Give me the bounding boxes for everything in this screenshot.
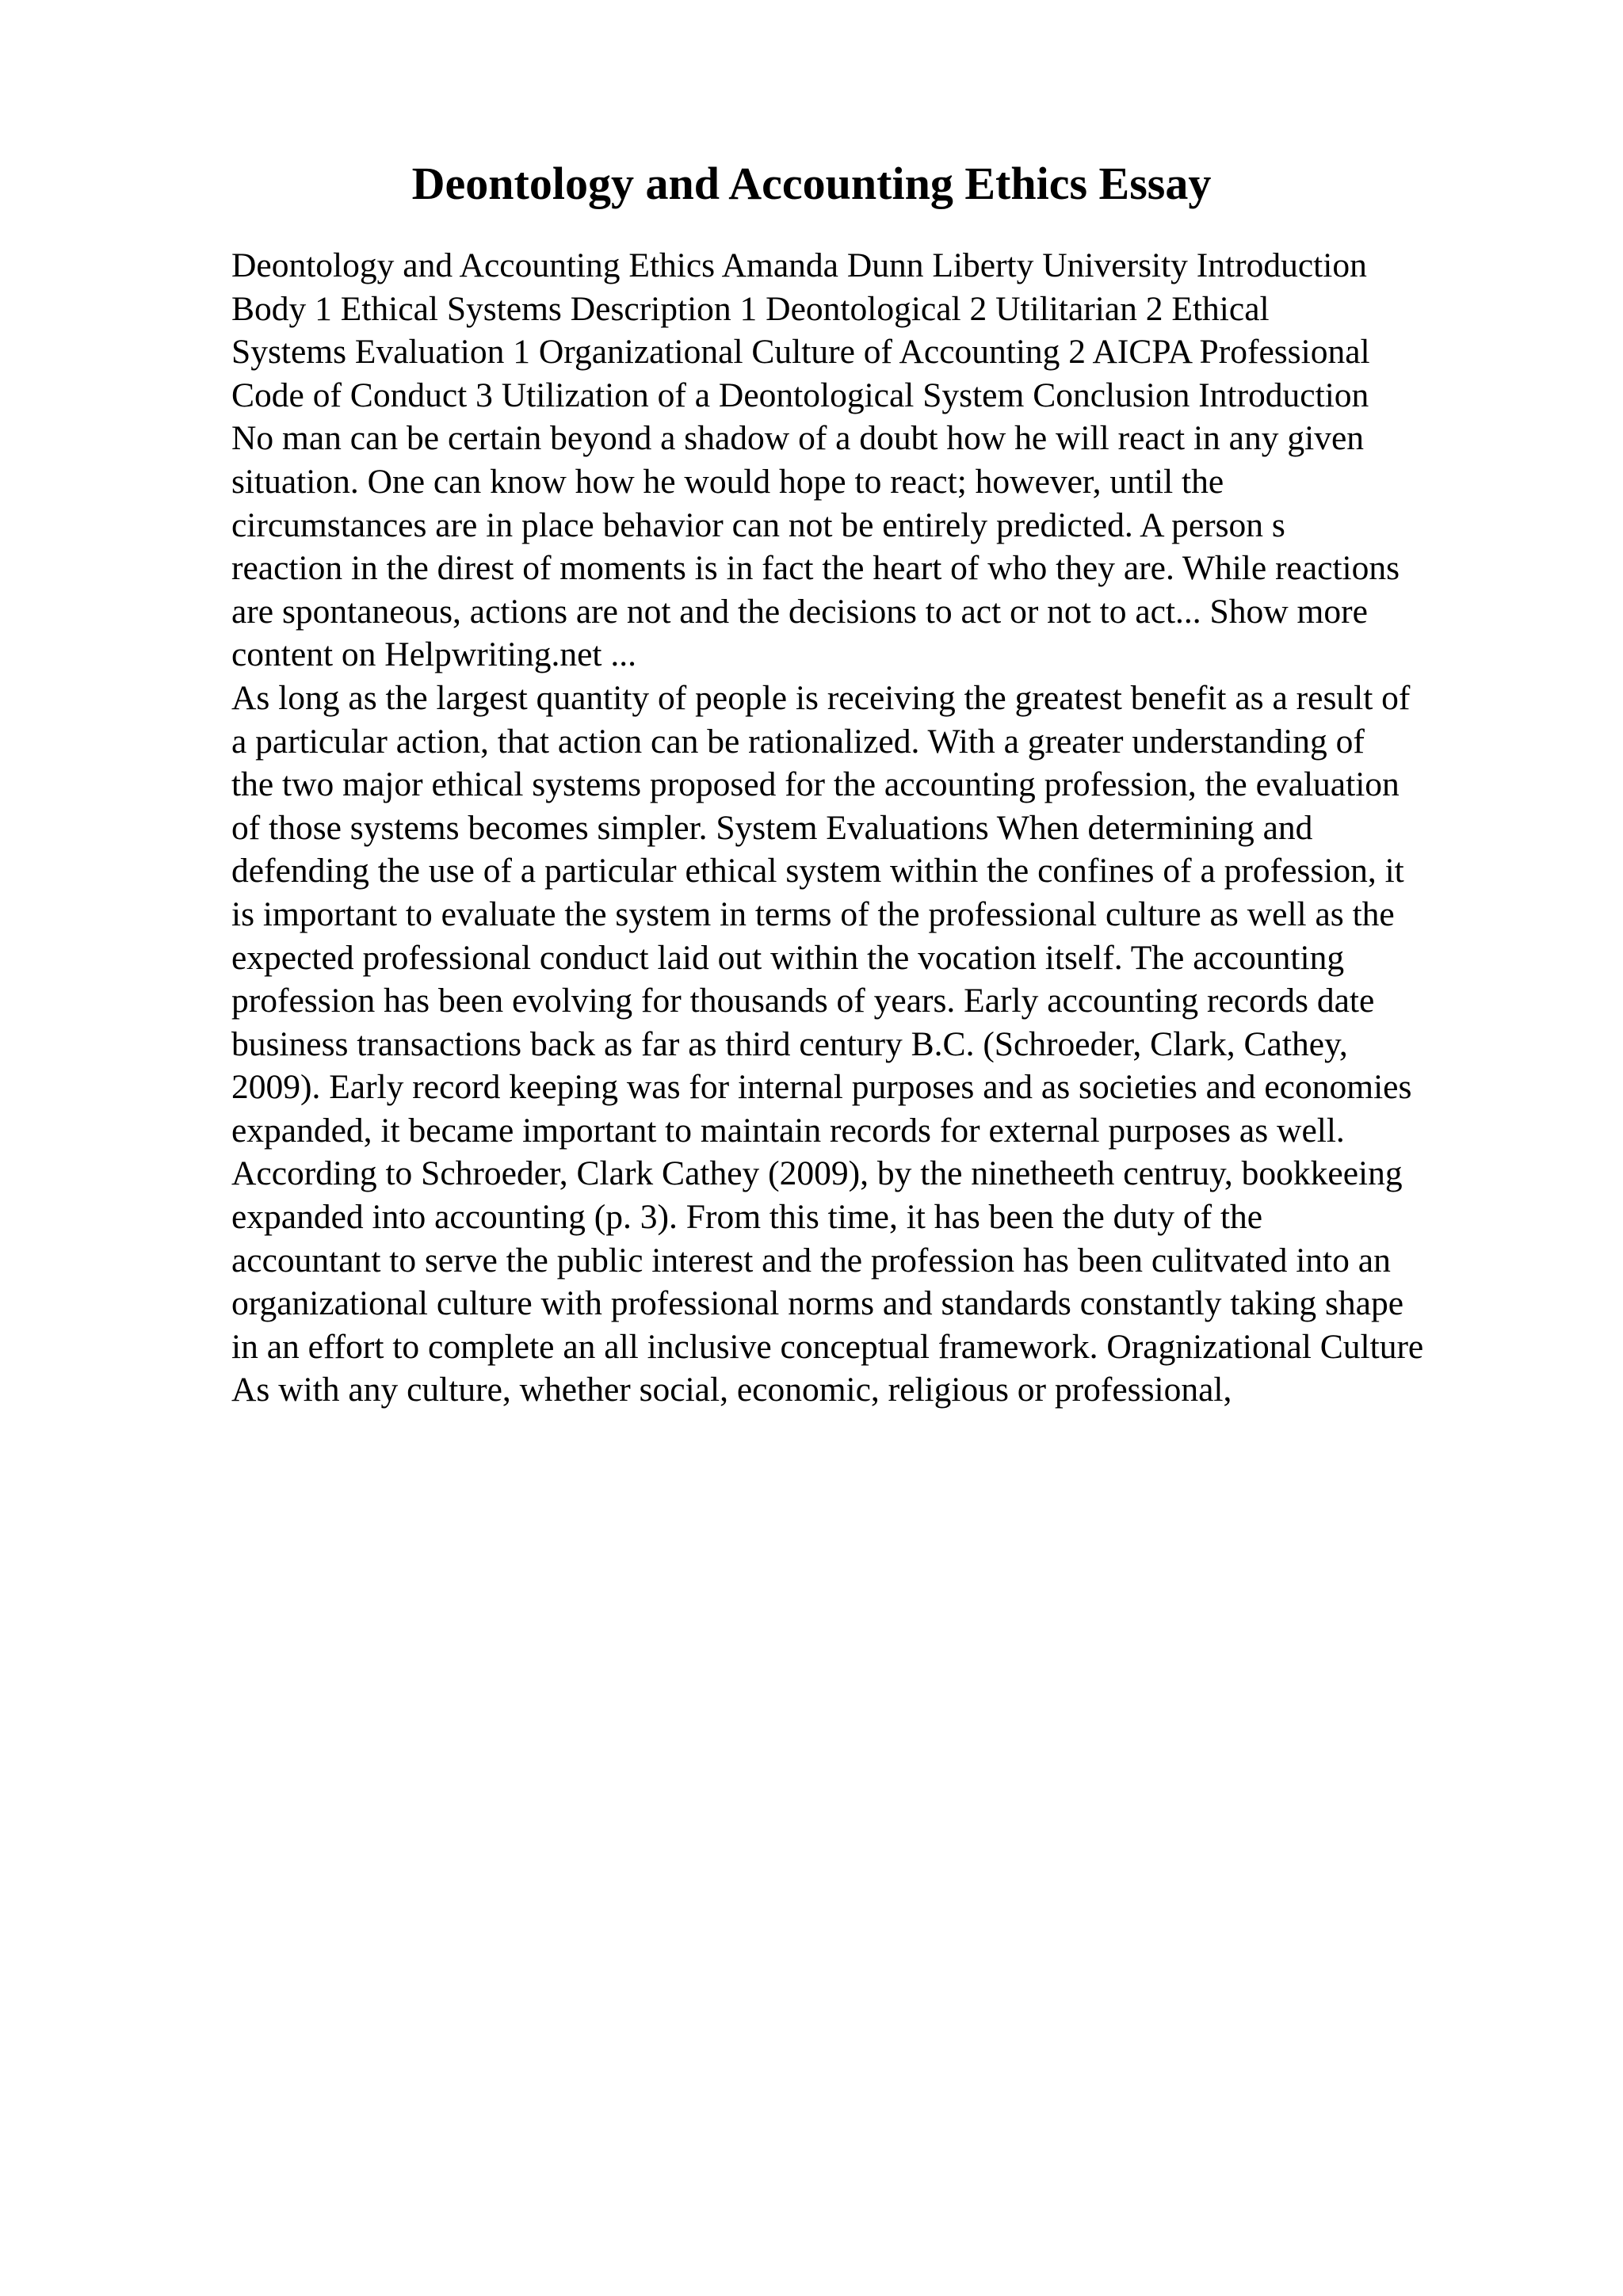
essay-line: Body 1 Ethical Systems Description 1 Deontological 2 Utilitarian 2 Ethical — [231, 289, 1270, 328]
essay-line: defending the use of a particular ethical system within the confines of a profession, it — [231, 852, 1404, 891]
essay-line: expected professional conduct laid out within the vocation itself. The accounting — [231, 938, 1345, 977]
document-title: Deontology and Accounting Ethics Essay — [411, 158, 1212, 209]
essay-line: expanded into accounting (p. 3). From this time, it has been the duty of the — [231, 1198, 1263, 1237]
essay-line: organizational culture with professional norms and standards constantly taking shape — [231, 1284, 1404, 1323]
essay-line: As with any culture, whether social, economic, religious or professional, — [231, 1371, 1232, 1409]
essay-body — [231, 244, 1515, 1412]
essay-line: accountant to serve the public interest and the profession has been culitvated into an — [231, 1241, 1391, 1280]
essay-line: Deontology and Accounting Ethics Amanda Dunn Liberty University Introduction — [231, 246, 1367, 284]
essay-line: business transactions back as far as third century B.C. (Schroeder, Clark, Cathey, — [231, 1024, 1348, 1063]
essay-line: Systems Evaluation 1 Organizational Culture of Accounting 2 AICPA Professional — [231, 333, 1370, 372]
essay-line: a particular action, that action can be rationalized. With a greater understanding of — [231, 722, 1365, 761]
essay-line: expanded, it became important to maintain records for external purposes as well. — [231, 1111, 1345, 1150]
essay-line: Code of Conduct 3 Utilization of a Deontological System Conclusion Introduction — [231, 376, 1369, 414]
essay-line: reaction in the direst of moments is in fact the heart of who they are. While reactions — [231, 549, 1400, 588]
essay-line: are spontaneous, actions are not and the decisions to act or not to act... Show more — [231, 592, 1368, 631]
essay-line: is important to evaluate the system in terms of the professional culture as well as the — [231, 894, 1395, 933]
essay-line: As long as the largest quantity of people is receiving the greatest benefit as a result of — [231, 678, 1411, 717]
essay-line: situation. One can know how he would hope to react; however, until the — [231, 462, 1224, 501]
essay-line: No man can be certain beyond a shadow of a doubt how he will react in any given — [231, 419, 1365, 458]
essay-line: According to Schroeder, Clark Cathey (2009), by the ninetheeth centruy, bookkeeing — [231, 1154, 1403, 1193]
essay-line: profession has been evolving for thousands of years. Early accounting records date — [231, 982, 1375, 1020]
essay-line: content on Helpwriting.net ... — [231, 635, 637, 674]
essay-line: of those systems becomes simpler. System Evaluations When determining and — [231, 808, 1313, 847]
essay-line: the two major ethical systems proposed for the accounting profession, the evaluation — [231, 765, 1400, 804]
essay-line: 2009). Early record keeping was for internal purposes and as societies and economies — [231, 1068, 1412, 1107]
essay-line: circumstances are in place behavior can not be entirely predicted. A person s — [231, 505, 1285, 544]
essay-line: in an effort to complete an all inclusive conceptual framework. Oragnizational Culture — [231, 1327, 1424, 1366]
